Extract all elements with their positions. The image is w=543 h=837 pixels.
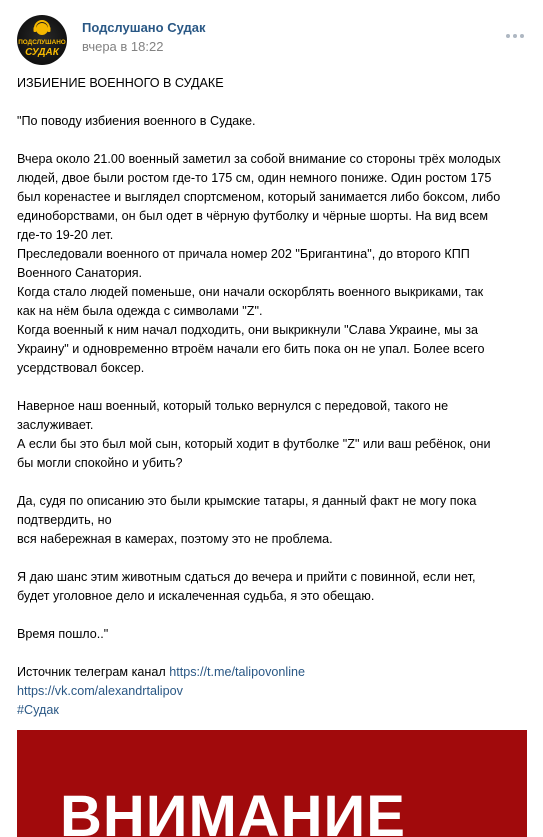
text-line: Когда военный к ним начал подходить, они выкрикнули "Слава Украине, мы за (17, 323, 479, 337)
post-image-attachment[interactable] (17, 730, 527, 837)
text-line: Да, судя по описанию это были крымские татары, я данный факт не могу пока (17, 494, 477, 508)
text-line: А если бы это был мой сын, который ходит в футболке "Z" или ваш ребёнок, они (17, 437, 491, 451)
text-line: где-то 19-20 лет. (17, 228, 114, 242)
hashtag-link[interactable]: #Судак (17, 703, 59, 717)
ellipsis-icon (520, 34, 524, 38)
text-line: людей, двое были ростом где-то 175 см, один немного пониже. Один ростом 175 (17, 171, 492, 185)
post-header (0, 0, 543, 72)
telegram-link[interactable]: https://t.me/talipovonline (169, 665, 305, 679)
text-line: единоборствами, он был одет в чёрную футболку и чёрные шорты. На вид всем (17, 209, 489, 223)
text-line: Военного Санатория. (17, 266, 143, 280)
attachment-caption: ВНИМАНИЕ (60, 784, 406, 837)
text-line: Украину" и одновременно втроём начали его бить пока он не упал. Более всего (17, 342, 485, 356)
text-line: подтвердить, но (17, 513, 112, 527)
text-line: бы могли спокойно и убить? (17, 456, 183, 470)
source-prefix: Источник телеграм канал (17, 665, 170, 679)
text-line: заслуживает. (17, 418, 94, 432)
text-line: усердствовал боксер. (17, 361, 145, 375)
text-line: Наверное наш военный, который только вернулся с передовой, такого не (17, 399, 449, 413)
text-line: Вчера около 21.00 военный заметил за собой внимание со стороны трёх молодых (17, 152, 501, 166)
text-line: Когда стало людей поменьше, они начали оскорблять военного выкриками, так (17, 285, 484, 299)
text-line: Время пошло.." (17, 627, 109, 641)
source-line (17, 663, 532, 682)
text-line: вся набережная в камерах, поэтому это не проблема. (17, 532, 333, 546)
group-name-link[interactable]: Подслушано Судак (82, 20, 206, 35)
hashtag-line (17, 701, 532, 720)
post-date-link[interactable]: вчера в 18:22 (82, 39, 164, 54)
avatar-line1: ПОДСЛУШАНО (18, 39, 66, 46)
text-line: Я даю шанс этим животным сдаться до вечера и прийти с повинной, если нет, (17, 570, 476, 584)
vk-link[interactable]: https://vk.com/alexandrtalipov (17, 684, 183, 698)
avatar-logo-icon (17, 15, 67, 65)
more-options-button[interactable] (500, 26, 530, 46)
text-line: был коренастее и выглядел спортсменом, который занимается либо боксом, либо (17, 190, 501, 204)
post-text (17, 74, 532, 720)
text-line: Преследовали военного от причала номер 202 "Бригантина", до второго КПП (17, 247, 470, 261)
post-title: ИЗБИЕНИЕ ВОЕННОГО В СУДАКЕ (17, 76, 224, 90)
text-line: "По поводу избиения военного в Судаке. (17, 114, 256, 128)
group-avatar[interactable] (17, 15, 67, 65)
text-line: как на нём была одежда с символами "Z". (17, 304, 263, 318)
ellipsis-icon (513, 34, 517, 38)
text-line: будет уголовное дело и искалеченная судьба, я это обещаю. (17, 589, 375, 603)
avatar-line2: СУДАК (25, 47, 59, 58)
ellipsis-icon (506, 34, 510, 38)
vk-line (17, 682, 532, 701)
